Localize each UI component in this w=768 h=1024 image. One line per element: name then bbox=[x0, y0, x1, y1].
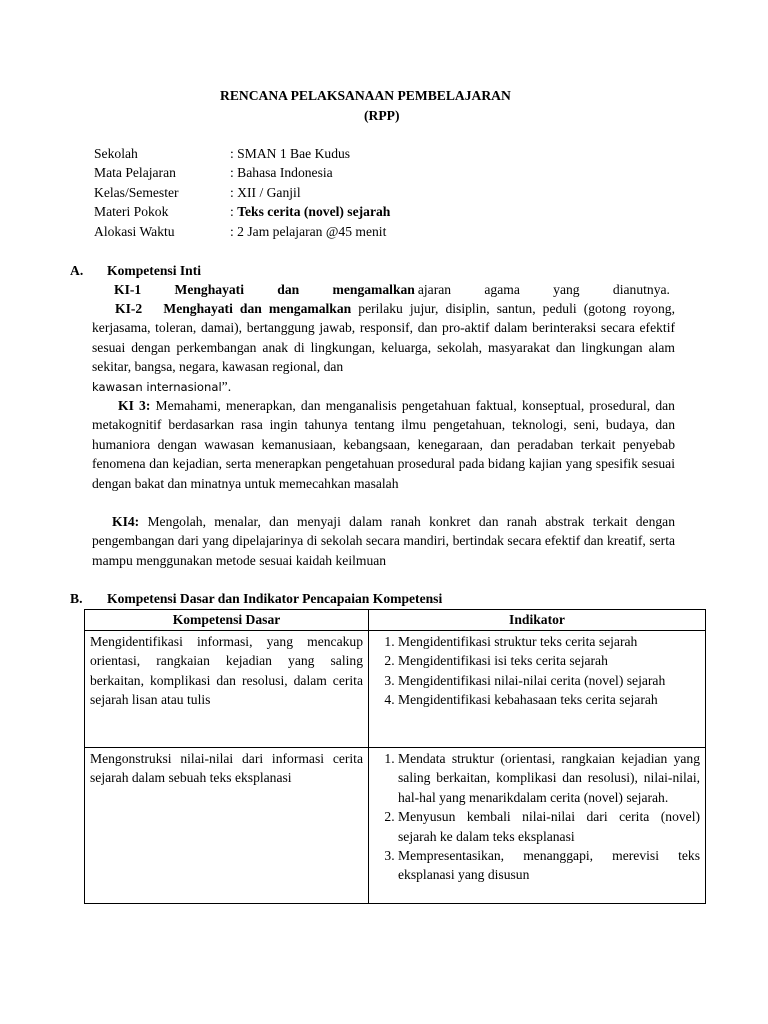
identity-key: Alokasi Waktu bbox=[94, 223, 175, 239]
identity-value: : 2 Jam pelajaran @45 menit bbox=[230, 223, 387, 239]
table-row bbox=[85, 748, 706, 904]
ki-3-label: KI 3: bbox=[118, 398, 151, 413]
ki-2-label: KI-2 bbox=[115, 301, 143, 316]
identity-value: : Bahasa Indonesia bbox=[230, 165, 333, 181]
ki-1-paragraph: KI-1 Menghayati dan mengamalkan ajaran agama yang dianutnya. bbox=[114, 280, 670, 299]
ki-1-text: ajaran bbox=[417, 282, 452, 297]
column-header-indikator: Indikator bbox=[369, 610, 706, 631]
identity-row-mata-pelajaran bbox=[94, 163, 390, 182]
identity-value-bold: Teks cerita (novel) sejarah bbox=[237, 204, 391, 220]
ki-2-paragraph bbox=[92, 299, 675, 397]
ki-1-word-2: dan bbox=[277, 282, 300, 297]
identity-row-kelas-semester bbox=[94, 183, 390, 202]
indikator-list bbox=[374, 632, 700, 710]
identity-key: Sekolah bbox=[94, 146, 138, 161]
section-number: B. bbox=[70, 591, 83, 606]
indikator-list bbox=[374, 749, 700, 885]
competency-table bbox=[84, 609, 706, 904]
list-item: 2. Mengidentifikasi isi teks cerita sejarah bbox=[398, 651, 700, 670]
identity-value: : SMAN 1 Bae Kudus bbox=[230, 146, 351, 161]
ki-1-word-1: Menghayati bbox=[174, 282, 244, 297]
ki-3-paragraph bbox=[92, 396, 675, 493]
list-item: 1. Mendata struktur (orientasi, rangkaian kejadian yang saling berkaitan, komplikasi dan resolusi), nilai-nilai, hal-hal yang menarikdalam cerita (novel) sejarah. bbox=[398, 749, 700, 807]
list-item: 3. Mempresentasikan, menanggapi, merevisi teks eksplanasi yang disusun bbox=[398, 846, 700, 885]
kd-cell: Mengonstruksi nilai-nilai dari informasi cerita sejarah dalam sebuah teks eksplanasi bbox=[85, 748, 369, 904]
list-item: 4. Mengidentifikasi kebahasaan teks cerita sejarah bbox=[398, 690, 700, 709]
ki-4-label: KI4: bbox=[112, 514, 140, 529]
list-item: 2. Menyusun kembali nilai-nilai dari cerita (novel) sejarah ke dalam teks eksplanasi bbox=[398, 807, 700, 846]
title-line-2: (RPP) bbox=[364, 108, 400, 123]
ki-4-text: Mengolah, menalar, dan menyaji dalam ranah konkret dan ranah abstrak terkait dengan pengembangan dari yang dipelajarinya di sekolah secara mandiri, bertindak secara efektif dan kreatif, serta mampu menggunakan metode sesuai kaidah keilmuan bbox=[92, 514, 675, 568]
identity-key: Materi Pokok bbox=[94, 204, 169, 220]
identity-value-prefix: : bbox=[230, 204, 238, 220]
identity-key: Kelas/Semester bbox=[94, 184, 179, 200]
section-title: Kompetensi Dasar dan Indikator Pencapaian Kompetensi bbox=[107, 591, 443, 606]
ki-2-text: perilaku jujur, disiplin, santun, peduli (gotong royong, kerjasama, toleran, damai), bertanggung jawab, responsif, dan pro-aktif dalam berinteraksi secara efektif sesuai dengan perkembangan anak di lingkungan, keluarga, sekolah, masyarakat dan lingkungan alam sekitar, bangsa, negara, kawasan regional, dan bbox=[92, 301, 675, 375]
ki-2-bold-text: Menghayati dan mengamalkan bbox=[163, 301, 352, 316]
ki-2-tail: kawasan internasional bbox=[92, 379, 222, 394]
column-header-kompetensi-dasar: Kompetensi Dasar bbox=[85, 610, 369, 631]
indikator-cell bbox=[369, 631, 706, 748]
indikator-cell bbox=[369, 748, 706, 904]
section-title: Kompetensi Inti bbox=[107, 263, 202, 278]
ki-3-text: Memahami, menerapkan, dan menganalisis pengetahuan faktual, konseptual, prosedural, dan metakognitif berdasarkan rasa ingin tahunya tentang ilmu pengetahuan, teknologi, seni, budaya, dan humaniora dengan wawasan kemanusiaan, kebangsaan, kenegaraan, dan peradaban terkait penyebab fenomena dan kejadian, serta menerapkan pengetahuan prosedural pada bidang kajian yang spesifik sesuai dengan bakat dan minatnya untuk memecahkan masalah bbox=[92, 398, 675, 491]
identity-key: Mata Pelajaran bbox=[94, 165, 176, 181]
identity-value bbox=[230, 202, 390, 221]
title-line-1: RENCANA PELAKSANAAN PEMBELAJARAN bbox=[220, 88, 511, 103]
table-header-row bbox=[85, 610, 706, 631]
ki-4-paragraph bbox=[92, 512, 675, 570]
identity-block bbox=[94, 144, 390, 241]
section-number: A. bbox=[70, 263, 84, 278]
identity-row-sekolah bbox=[94, 144, 390, 163]
ki-2-end: ”. bbox=[221, 378, 232, 394]
list-item: 1. Mengidentifikasi struktur teks cerita sejarah bbox=[398, 632, 700, 651]
identity-row-materi-pokok bbox=[94, 202, 390, 221]
identity-value: : XII / Ganjil bbox=[230, 184, 301, 200]
list-item: 3. Mengidentifikasi nilai-nilai cerita (novel) sejarah bbox=[398, 671, 700, 690]
table-row bbox=[85, 631, 706, 748]
ki-1-word-3: mengamalkan bbox=[332, 282, 415, 297]
ki-1-label: KI-1 bbox=[114, 282, 142, 297]
identity-row-alokasi-waktu bbox=[94, 222, 390, 241]
kd-cell: Mengidentifikasi informasi, yang mencakup orientasi, rangkaian kejadian yang saling berkaitan, komplikasi dan resolusi, dalam cerita sejarah lisan atau tulis bbox=[85, 631, 369, 748]
